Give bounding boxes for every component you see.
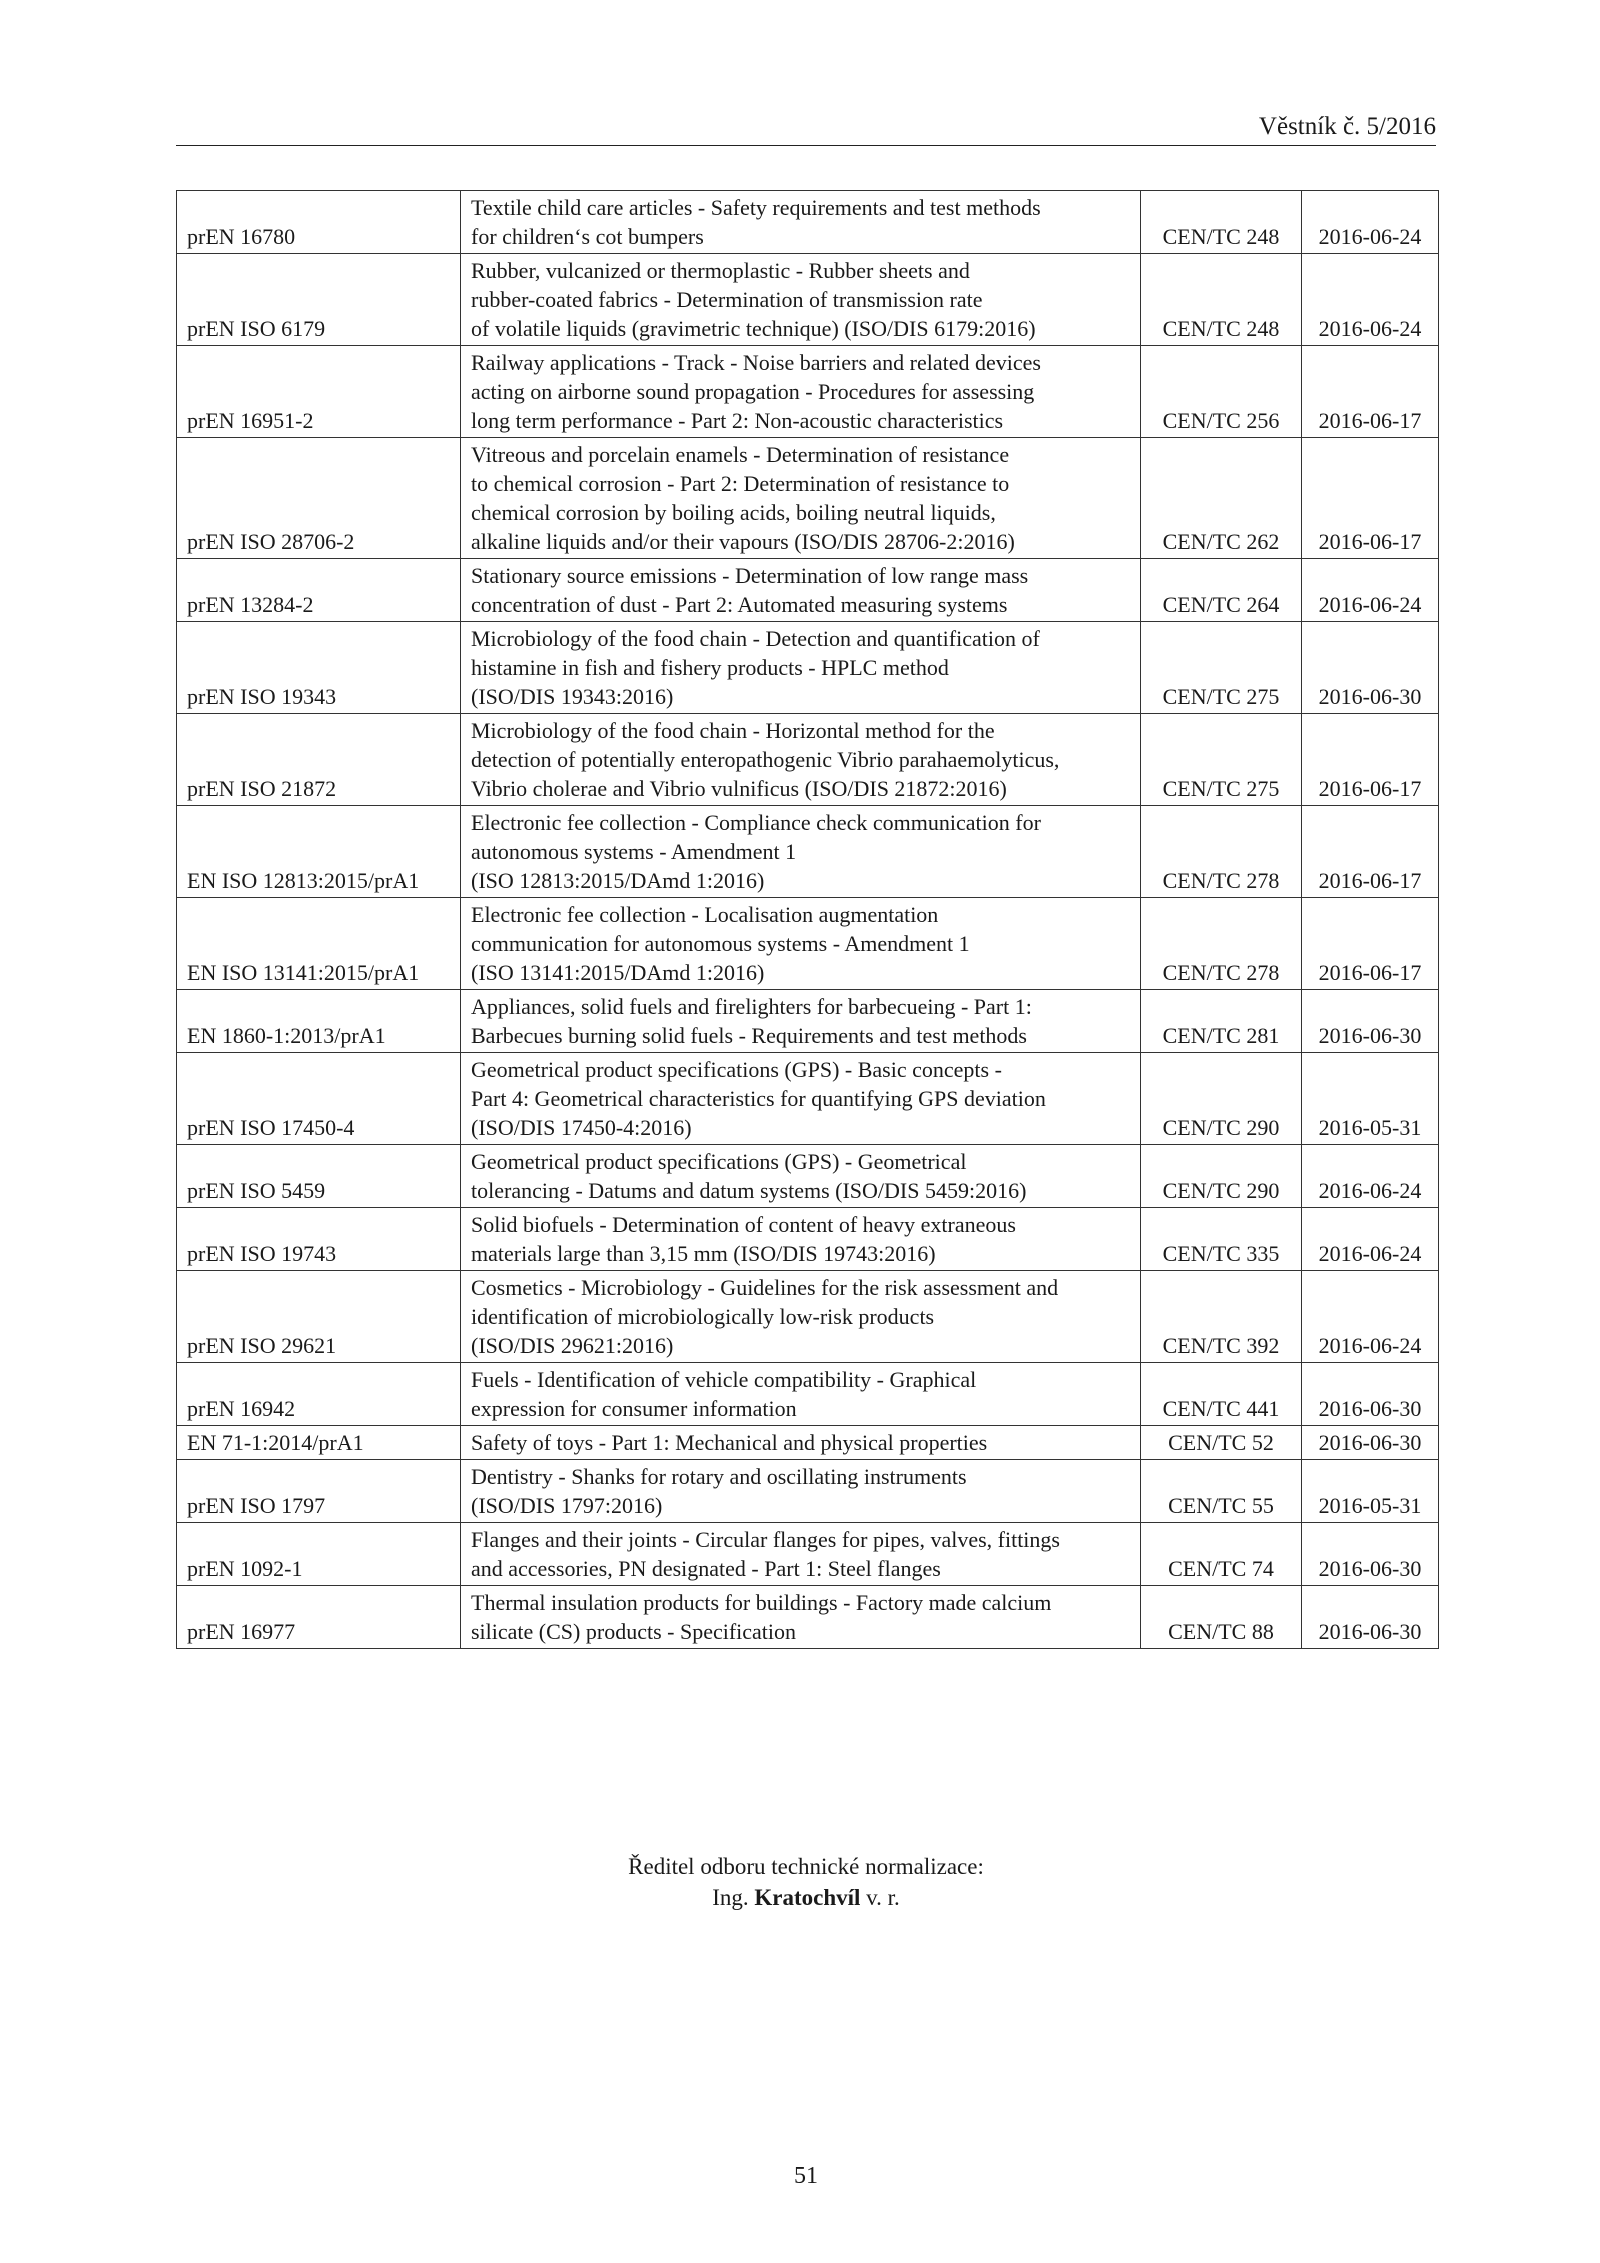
table-row — [177, 990, 1439, 1053]
standard-title-cell: Microbiology of the food chain - Detection and quantification of histamine in fish and fishery products - HPLC method (ISO/DIS 19343:2016) — [461, 622, 1141, 714]
deadline-date-cell: 2016-06-24 — [1302, 1208, 1439, 1271]
table-row — [177, 438, 1439, 559]
header-divider — [176, 145, 1436, 146]
standard-title-cell: Electronic fee collection - Localisation augmentation communication for autonomous systems - Amendment 1 (ISO 13141:2015/DAmd 1:2016) — [461, 898, 1141, 990]
publication-header: Věstník č. 5/2016 — [1258, 113, 1436, 140]
deadline-date-cell: 2016-06-17 — [1302, 438, 1439, 559]
signature-block — [176, 1851, 1436, 1913]
standard-title-cell: Geometrical product specifications (GPS) - Basic concepts - Part 4: Geometrical characteristics for quantifying GPS deviation (ISO/DIS 17450-4:2016) — [461, 1053, 1141, 1145]
deadline-date-cell: 2016-05-31 — [1302, 1053, 1439, 1145]
committee-cell: CEN/TC 248 — [1141, 254, 1302, 346]
standard-title-cell: Dentistry - Shanks for rotary and oscillating instruments (ISO/DIS 1797:2016) — [461, 1460, 1141, 1523]
standard-code-cell: EN ISO 13141:2015/prA1 — [177, 898, 461, 990]
committee-cell: CEN/TC 278 — [1141, 898, 1302, 990]
table-row — [177, 1523, 1439, 1586]
standard-title-cell: Vitreous and porcelain enamels - Determination of resistance to chemical corrosion - Part 2: Determination of resistance to chemical corrosion by boiling acids, boiling neutral liquids, alkaline liquids and/or their vapours (ISO/DIS 28706-2:2016) — [461, 438, 1141, 559]
standard-code-cell: prEN ISO 17450-4 — [177, 1053, 461, 1145]
committee-cell: CEN/TC 290 — [1141, 1145, 1302, 1208]
deadline-date-cell: 2016-06-30 — [1302, 622, 1439, 714]
standard-code-cell: prEN ISO 1797 — [177, 1460, 461, 1523]
committee-cell: CEN/TC 290 — [1141, 1053, 1302, 1145]
committee-cell: CEN/TC 275 — [1141, 714, 1302, 806]
standard-code-cell: EN 1860-1:2013/prA1 — [177, 990, 461, 1053]
signature-name: Kratochvíl — [754, 1885, 861, 1910]
signature-name-line — [176, 1882, 1436, 1913]
table-row — [177, 714, 1439, 806]
table-row — [177, 622, 1439, 714]
standard-code-cell: prEN 16977 — [177, 1586, 461, 1649]
standard-code-cell: prEN ISO 6179 — [177, 254, 461, 346]
committee-cell: CEN/TC 278 — [1141, 806, 1302, 898]
signature-suffix: v. r. — [866, 1885, 900, 1910]
standard-title-cell: Safety of toys - Part 1: Mechanical and physical properties — [461, 1426, 1141, 1460]
table-row — [177, 1271, 1439, 1363]
standard-code-cell: prEN 16951-2 — [177, 346, 461, 438]
deadline-date-cell: 2016-06-24 — [1302, 1271, 1439, 1363]
standard-code-cell: prEN ISO 5459 — [177, 1145, 461, 1208]
deadline-date-cell: 2016-06-24 — [1302, 254, 1439, 346]
table-row — [177, 1145, 1439, 1208]
standard-code-cell: EN ISO 12813:2015/prA1 — [177, 806, 461, 898]
committee-cell: CEN/TC 55 — [1141, 1460, 1302, 1523]
deadline-date-cell: 2016-06-30 — [1302, 1363, 1439, 1426]
standard-title-cell: Geometrical product specifications (GPS) - Geometrical tolerancing - Datums and datum systems (ISO/DIS 5459:2016) — [461, 1145, 1141, 1208]
committee-cell: CEN/TC 262 — [1141, 438, 1302, 559]
committee-cell: CEN/TC 264 — [1141, 559, 1302, 622]
committee-cell: CEN/TC 392 — [1141, 1271, 1302, 1363]
standard-title-cell: Cosmetics - Microbiology - Guidelines for the risk assessment and identification of microbiologically low-risk products (ISO/DIS 29621:2016) — [461, 1271, 1141, 1363]
committee-cell: CEN/TC 52 — [1141, 1426, 1302, 1460]
standard-code-cell: prEN ISO 19743 — [177, 1208, 461, 1271]
committee-cell: CEN/TC 74 — [1141, 1523, 1302, 1586]
table-row — [177, 1460, 1439, 1523]
standard-code-cell: prEN ISO 19343 — [177, 622, 461, 714]
standard-code-cell: prEN ISO 21872 — [177, 714, 461, 806]
table-row — [177, 806, 1439, 898]
table-row — [177, 559, 1439, 622]
standard-title-cell: Solid biofuels - Determination of content of heavy extraneous materials large than 3,15 mm (ISO/DIS 19743:2016) — [461, 1208, 1141, 1271]
standard-title-cell: Stationary source emissions - Determination of low range mass concentration of dust - Part 2: Automated measuring systems — [461, 559, 1141, 622]
standard-title-cell: Flanges and their joints - Circular flanges for pipes, valves, fittings and accessories, PN designated - Part 1: Steel flanges — [461, 1523, 1141, 1586]
deadline-date-cell: 2016-06-24 — [1302, 1145, 1439, 1208]
table-row — [177, 1208, 1439, 1271]
standard-code-cell: prEN ISO 29621 — [177, 1271, 461, 1363]
standard-code-cell: prEN ISO 28706-2 — [177, 438, 461, 559]
table-row — [177, 898, 1439, 990]
deadline-date-cell: 2016-06-24 — [1302, 559, 1439, 622]
standard-title-cell: Thermal insulation products for buildings - Factory made calcium silicate (CS) products - Specification — [461, 1586, 1141, 1649]
standards-table-body — [177, 191, 1439, 1649]
committee-cell: CEN/TC 256 — [1141, 346, 1302, 438]
table-row — [177, 1426, 1439, 1460]
standard-title-cell: Railway applications - Track - Noise barriers and related devices acting on airborne sound propagation - Procedures for assessing long term performance - Part 2: Non-acoustic characteristics — [461, 346, 1141, 438]
committee-cell: CEN/TC 281 — [1141, 990, 1302, 1053]
standard-title-cell: Textile child care articles - Safety requirements and test methods for children‘s cot bumpers — [461, 191, 1141, 254]
standard-code-cell: prEN 16942 — [177, 1363, 461, 1426]
committee-cell: CEN/TC 335 — [1141, 1208, 1302, 1271]
standard-title-cell: Fuels - Identification of vehicle compatibility - Graphical expression for consumer information — [461, 1363, 1141, 1426]
standard-code-cell: EN 71-1:2014/prA1 — [177, 1426, 461, 1460]
standard-title-cell: Microbiology of the food chain - Horizontal method for the detection of potentially enteropathogenic Vibrio parahaemolyticus, Vibrio cholerae and Vibrio vulnificus (ISO/DIS 21872:2016) — [461, 714, 1141, 806]
deadline-date-cell: 2016-06-30 — [1302, 990, 1439, 1053]
committee-cell: CEN/TC 441 — [1141, 1363, 1302, 1426]
standards-table — [176, 190, 1439, 1649]
standard-code-cell: prEN 13284-2 — [177, 559, 461, 622]
standard-title-cell: Electronic fee collection - Compliance check communication for autonomous systems - Amendment 1 (ISO 12813:2015/DAmd 1:2016) — [461, 806, 1141, 898]
table-row — [177, 191, 1439, 254]
committee-cell: CEN/TC 275 — [1141, 622, 1302, 714]
table-row — [177, 1586, 1439, 1649]
deadline-date-cell: 2016-06-30 — [1302, 1586, 1439, 1649]
deadline-date-cell: 2016-06-17 — [1302, 714, 1439, 806]
signature-prefix: Ing. — [712, 1885, 749, 1910]
deadline-date-cell: 2016-06-30 — [1302, 1523, 1439, 1586]
standard-code-cell: prEN 16780 — [177, 191, 461, 254]
standard-title-cell: Appliances, solid fuels and firelighters for barbecueing - Part 1: Barbecues burning solid fuels - Requirements and test methods — [461, 990, 1141, 1053]
standard-code-cell: prEN 1092-1 — [177, 1523, 461, 1586]
table-row — [177, 254, 1439, 346]
committee-cell: CEN/TC 248 — [1141, 191, 1302, 254]
signature-role: Ředitel odboru technické normalizace: — [628, 1854, 984, 1879]
table-row — [177, 1053, 1439, 1145]
page-number: 51 — [794, 2163, 818, 2189]
deadline-date-cell: 2016-06-30 — [1302, 1426, 1439, 1460]
deadline-date-cell: 2016-06-17 — [1302, 898, 1439, 990]
standard-title-cell: Rubber, vulcanized or thermoplastic - Rubber sheets and rubber-coated fabrics - Determination of transmission rate of volatile liquids (gravimetric technique) (ISO/DIS 6179:2016) — [461, 254, 1141, 346]
table-row — [177, 1363, 1439, 1426]
deadline-date-cell: 2016-06-17 — [1302, 806, 1439, 898]
deadline-date-cell: 2016-06-17 — [1302, 346, 1439, 438]
table-row — [177, 346, 1439, 438]
deadline-date-cell: 2016-06-24 — [1302, 191, 1439, 254]
committee-cell: CEN/TC 88 — [1141, 1586, 1302, 1649]
deadline-date-cell: 2016-05-31 — [1302, 1460, 1439, 1523]
